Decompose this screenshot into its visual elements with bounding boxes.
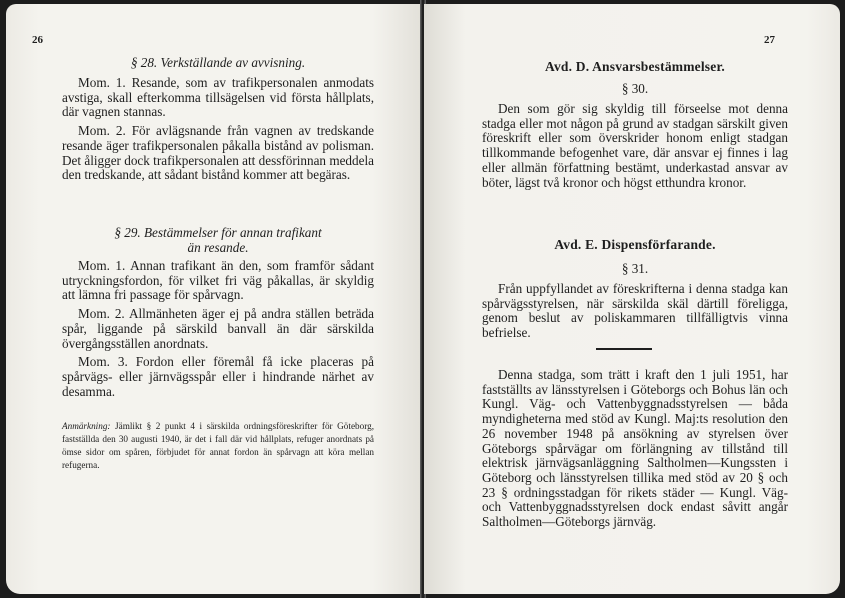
section-29-body xyxy=(62,259,374,403)
section-28-heading: § 28. Verkställande av avvisning. xyxy=(130,55,306,70)
right-page xyxy=(424,4,840,594)
footnote-label: Anmärkning: xyxy=(62,421,111,431)
section-31-text: Från uppfyllandet av föreskrifterna i denna stadga kan spårvägsstyrelsen, när särskilda skäl därtill föreligga, genom beslut av poliskammaren tillfälligtvis vinna befrielse. xyxy=(482,281,788,341)
section-29-heading xyxy=(62,226,374,255)
closing-statement xyxy=(482,368,788,534)
section-29-mom-3: Mom. 3. Fordon eller föremål få icke placeras på spårvägs- eller järnvägsspår eller i hindrande närhet av desamma. xyxy=(62,354,374,399)
section-30-text: Den som gör sig skyldig till förseelse mot denna stadga eller mot någon på grund av stadgan särskilt given föreskrift eller som överskrider honom enligt stadgan tillkommande befogenhet vare, där ansvar ej finnes i lag eller allmän författning bestämt, underkastad ansvar av böter, lägst två kronor och högst etthundra kronor. xyxy=(482,101,788,190)
section-28-mom-2: Mom. 2. För avlägsnande från vagnen av tredskande resande äger trafikpersonalen påkalla bistånd av polisman. Det åligger dock trafikpersonalen att dessförinnan meddela den tredskande, att sådant bistånd kommer att begäras. xyxy=(62,123,374,183)
page-number-right: 27 xyxy=(764,34,775,46)
section-28-mom-1: Mom. 1. Resande, som av trafikpersonalen anmodats avstiga, skall efterkomma tillsägelsen vid första hållplats, där vagnen stannas. xyxy=(62,75,374,120)
page-number-left: 26 xyxy=(32,34,43,46)
section-29-heading-line-2: än resande. xyxy=(187,239,249,255)
closing-text: Denna stadga, som trätt i kraft den 1 juli 1951, har fastställts av länsstyrelsen i Göteborgs och Bohus län och Kungl. Väg- och Vattenbyggnadsstyrelsen — båda myndigheterna med stöd av Kungl. Maj:ts resolution den 26 november 1948 på ansökning av styrelsen över Göteborgs spårvägar om förlängning av tillstånd till elektrisk järnvägsanläggning Saltholmen—Kungssten i Göteborg och länsstyrelsen tillika med stöd av 20 § och 23 § ordningsstadgan för rikets städer — Kungl. Väg- och Vattenbyggnadsstyrelsen dock endast såvitt angår Saltholmen—Göteborgs järnväg. xyxy=(482,367,788,530)
section-29-mom-2: Mom. 2. Allmänheten äger ej på andra ställen beträda spår, liggande på särskild banvall än där särskilda övergångsställen anordnats. xyxy=(62,306,374,351)
section-31-body xyxy=(482,282,788,345)
section-30-body xyxy=(482,102,788,194)
footnote-text: Jämlikt § 2 punkt 4 i särskilda ordningsföreskrifter för Göteborg, fastställda den 30 augusti 1940, är det i fall där vid hållplats, refuger anordnats på ömse sidor om spåren, förbjudet för annat fordon än spårvagn att köra mellan refugerna. xyxy=(62,421,374,470)
footnote xyxy=(62,420,374,472)
section-31-label: § 31. xyxy=(621,261,649,276)
section-30-label: § 30. xyxy=(621,81,649,96)
section-29-mom-1: Mom. 1. Annan trafikant än den, som framför sådant utryckningsfordon, för vilket fri väg påkallas, är skyldig att lämna fri passage för spårvagn. xyxy=(62,258,374,303)
section-divider xyxy=(596,348,652,350)
avd-d-heading: Avd. D. Ansvarsbestämmelser. xyxy=(545,59,725,74)
section-29-heading-line-1: § 29. Bestämmelser för annan trafikant xyxy=(114,225,322,240)
left-page xyxy=(6,4,422,594)
section-28-body xyxy=(62,76,374,187)
avd-e-heading: Avd. E. Dispensförfarande. xyxy=(554,237,716,252)
